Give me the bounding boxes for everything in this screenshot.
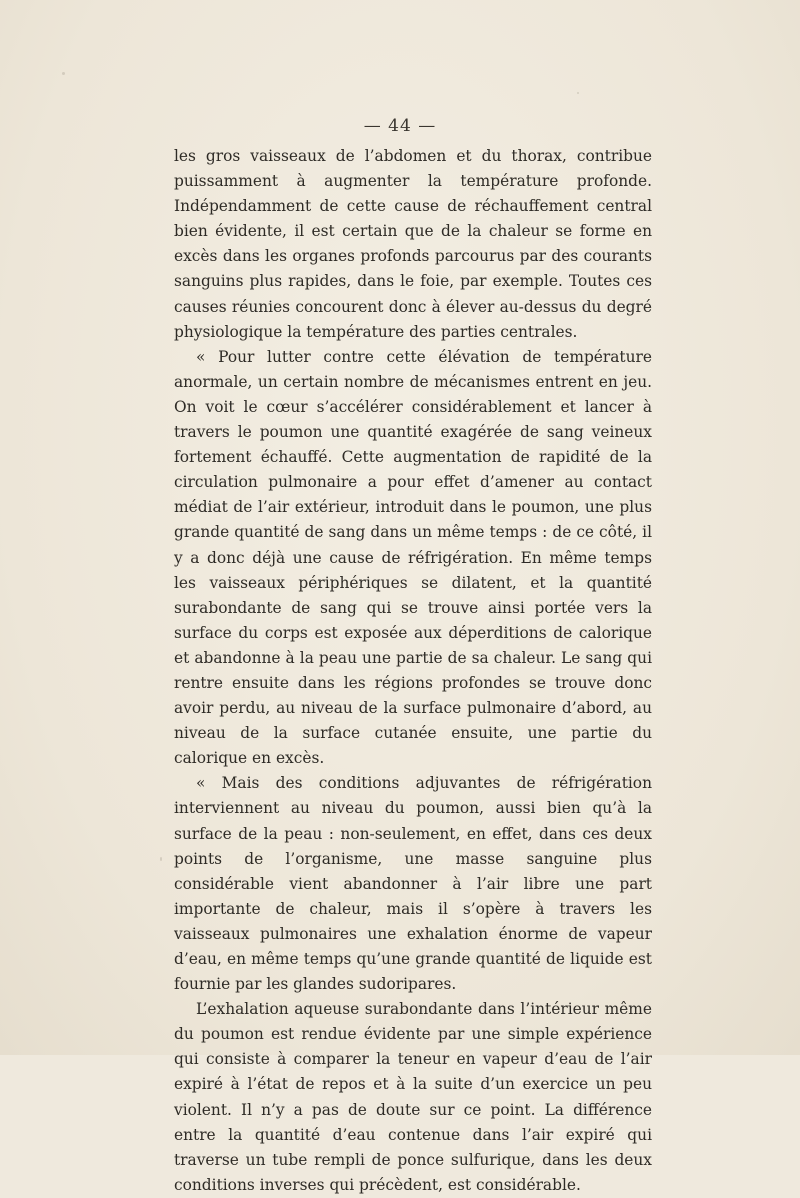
page-number: — 44 — (363, 116, 437, 136)
body-text (174, 144, 652, 1198)
paragraph: L’exhalation aqueuse surabondante dans l’intérieur même du poumon est rendue évidente par une simple expérience qui consiste à comparer la teneur en vapeur d’eau de l’air expiré à l’état de repos et à la suite d’un exercice un peu violent. Il n’y a pas de doute sur ce point. La différence entre la quantité d’eau contenue dans l’air expiré qui traverse un tube rempli de ponce sulfurique, dans les deux conditions inverses qui précèdent, est considérable. (174, 1000, 652, 1194)
paragraph: « Mais des conditions adjuvantes de réfrigération interviennent au niveau du poumon, aussi bien qu’à la surface de la peau : non-seulement, en effet, dans ces deux points de l’organisme, une masse sanguine plus considérable vient abandonner à l’air libre une part importante de chaleur, mais il s’opère à travers les vaisseaux pulmonaires une exhalation énorme de vapeur d’eau, en même temps qu’une grande quantité de liquide est fournie par les glandes sudoripares. (174, 774, 652, 994)
paragraph: « Pour lutter contre cette élévation de température anormale, un certain nombre de mécanismes entrent en jeu. On voit le cœur s’accélérer considérablement et lancer à travers le poumon une quantité exagérée de sang veineux fortement échauffé. Cette augmentation de rapidité de la circulation pulmonaire a pour effet d’amener au contact médiat de l’air extérieur, introduit dans le poumon, une plus grande quantité de sang dans un même temps : de ce côté, il y a donc déjà une cause de réfrigération. En même temps les vaisseaux périphériques se dilatent, et la quantité surabondante de sang qui se trouve ainsi portée vers la surface du corps est exposée aux déperditions de calorique et abandonne à la peau une partie de sa chaleur. Le sang qui rentre ensuite dans les régions profondes se trouve donc avoir perdu, au niveau de la surface pulmonaire d’abord, au niveau de la surface cutanée ensuite, une partie du calorique en excès. (174, 347, 652, 768)
paragraph: les gros vaisseaux de l’abdomen et du thorax, contribue puissamment à augmenter la température profonde. Indépendamment de cette cause de réchauffement central bien évidente, il est certain que de la chaleur se forme en excès dans les organes profonds parcourus par des courants sanguins plus rapides, dans le foie, par exemple. Toutes ces causes réunies concourent donc à élever au-dessus du degré physiologique la température des parties centrales. (174, 147, 652, 341)
paper-speck (577, 92, 579, 94)
paper-speck (160, 857, 162, 861)
paper-speck (62, 72, 65, 75)
